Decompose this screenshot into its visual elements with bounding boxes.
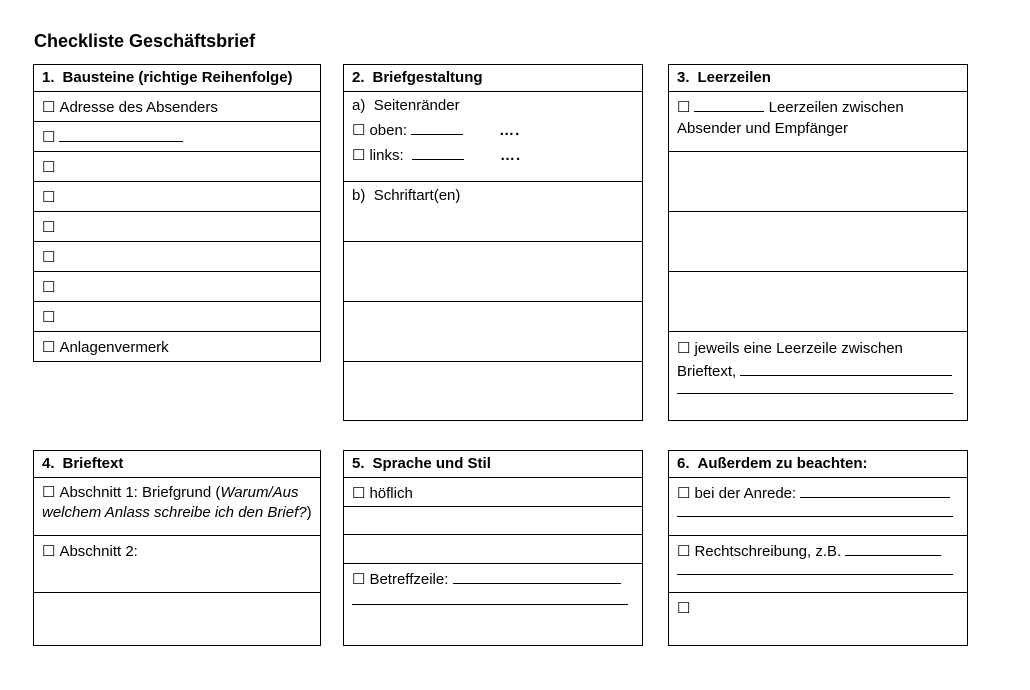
empty-row	[344, 242, 642, 302]
checklist-row	[34, 332, 320, 361]
box-number: 6.	[677, 455, 690, 472]
box-title: Leerzeilen	[697, 69, 771, 86]
checklist-row	[34, 302, 320, 332]
empty-row	[669, 272, 967, 332]
checklist-row	[669, 593, 967, 645]
blank-line[interactable]	[352, 590, 628, 605]
item-text: Brieftext,	[677, 363, 737, 380]
checklist-row	[34, 152, 320, 182]
checkbox-icon[interactable]: ☐	[352, 122, 366, 139]
blank-line[interactable]	[412, 145, 464, 160]
box-number: 1.	[42, 69, 55, 86]
checkbox-icon[interactable]: ☐	[42, 219, 56, 236]
item-text: bei der Anrede:	[694, 485, 797, 502]
item-text: )	[306, 504, 312, 521]
box-number: 4.	[42, 455, 55, 472]
checklist-row	[34, 242, 320, 272]
checkbox-icon[interactable]: ☐	[677, 600, 691, 617]
box-title: Briefgestaltung	[372, 69, 483, 86]
checklist-row	[34, 92, 320, 122]
item-text: Schriftart(en)	[373, 187, 461, 204]
item-text: oben:	[369, 122, 407, 139]
item-label: b)	[352, 187, 366, 204]
checklist-row	[344, 564, 642, 645]
empty-row	[344, 362, 642, 420]
item-text: Leerzeilen zwischen Absender und Empfänger	[677, 99, 904, 137]
dots: ….	[499, 122, 521, 139]
page-title: Checkliste Geschäftsbrief	[34, 31, 256, 51]
checkbox-icon[interactable]: ☐	[42, 99, 56, 116]
blank-line[interactable]	[740, 361, 952, 376]
checklist-row	[669, 92, 967, 152]
box-header	[669, 451, 967, 478]
checklist-row	[34, 212, 320, 242]
box-ausserdem	[668, 450, 968, 646]
item-label: a)	[352, 97, 366, 114]
box-number: 2.	[352, 69, 365, 86]
checklist-row	[34, 478, 320, 536]
blank-line[interactable]	[677, 504, 953, 517]
item-text: jeweils eine Leerzeile zwischen	[694, 340, 903, 357]
checklist-row	[34, 182, 320, 212]
empty-row	[669, 212, 967, 272]
checkbox-icon[interactable]: ☐	[42, 129, 56, 146]
box-number: 3.	[677, 69, 690, 86]
blank-line[interactable]	[453, 569, 621, 584]
box-brieftext	[33, 450, 321, 646]
item-text: Abschnitt 2:	[59, 543, 138, 560]
checklist-row	[344, 478, 642, 507]
checklist-row	[34, 122, 320, 152]
item-text: Adresse des Absenders	[59, 99, 218, 116]
checklist-row	[669, 332, 967, 420]
checkbox-icon[interactable]: ☐	[42, 543, 56, 560]
box-header	[344, 65, 642, 92]
checkbox-icon[interactable]: ☐	[42, 159, 56, 176]
box-leerzeilen	[668, 64, 968, 421]
item-text: Seitenränder	[373, 97, 460, 114]
checkbox-icon[interactable]: ☐	[677, 99, 691, 116]
dots: ….	[499, 147, 522, 164]
empty-row	[344, 302, 642, 362]
box-header	[669, 65, 967, 92]
item-text: Rechtschreibung, z.B.	[694, 543, 842, 560]
blank-line[interactable]	[800, 483, 950, 498]
item-text: Anlagenvermerk	[59, 339, 169, 356]
schriftart-row	[344, 182, 642, 242]
checkbox-icon[interactable]: ☐	[42, 189, 56, 206]
checkbox-icon[interactable]: ☐	[42, 484, 56, 501]
checklist-row	[34, 272, 320, 302]
blank-line[interactable]	[677, 383, 953, 394]
checkbox-icon[interactable]: ☐	[352, 571, 366, 588]
item-text: Abschnitt 1: Briefgrund (	[59, 484, 221, 501]
checkbox-icon[interactable]: ☐	[42, 309, 56, 326]
empty-row	[344, 535, 642, 564]
blank-line[interactable]	[694, 97, 764, 112]
empty-row	[669, 152, 967, 212]
checklist-row	[669, 478, 967, 536]
box-title: Bausteine (richtige Reihenfolge)	[62, 69, 293, 86]
empty-row	[344, 507, 642, 535]
box-header	[344, 451, 642, 478]
box-title: Sprache und Stil	[372, 455, 491, 472]
blank-line[interactable]	[59, 127, 183, 142]
seitenraender-row	[344, 92, 642, 182]
checkbox-icon[interactable]: ☐	[677, 485, 691, 502]
box-bausteine	[33, 64, 321, 362]
checkbox-icon[interactable]: ☐	[677, 340, 691, 357]
blank-line[interactable]	[677, 562, 953, 575]
checklist-row	[669, 536, 967, 593]
checkbox-icon[interactable]: ☐	[677, 543, 691, 560]
checkbox-icon[interactable]: ☐	[42, 249, 56, 266]
box-sprache-und-stil	[343, 450, 643, 646]
box-title: Außerdem zu beachten:	[697, 455, 868, 472]
blank-line[interactable]	[845, 541, 941, 556]
item-text: höflich	[369, 485, 413, 502]
item-text-italic: Warum/Aus welchem Anlass schreibe ich den Brief?	[42, 484, 307, 521]
checklist-row	[34, 536, 320, 593]
box-header	[34, 451, 320, 478]
box-briefgestaltung	[343, 64, 643, 421]
empty-row	[34, 593, 320, 645]
item-text: links:	[369, 147, 404, 164]
blank-line[interactable]	[411, 120, 463, 135]
box-title: Brieftext	[62, 455, 124, 472]
checkbox-icon[interactable]: ☐	[42, 339, 56, 356]
checkbox-icon[interactable]: ☐	[42, 279, 56, 296]
checkbox-icon[interactable]: ☐	[352, 485, 366, 502]
box-header	[34, 65, 320, 92]
checkbox-icon[interactable]: ☐	[352, 147, 366, 164]
item-text: Betreffzeile:	[369, 571, 449, 588]
box-number: 5.	[352, 455, 365, 472]
